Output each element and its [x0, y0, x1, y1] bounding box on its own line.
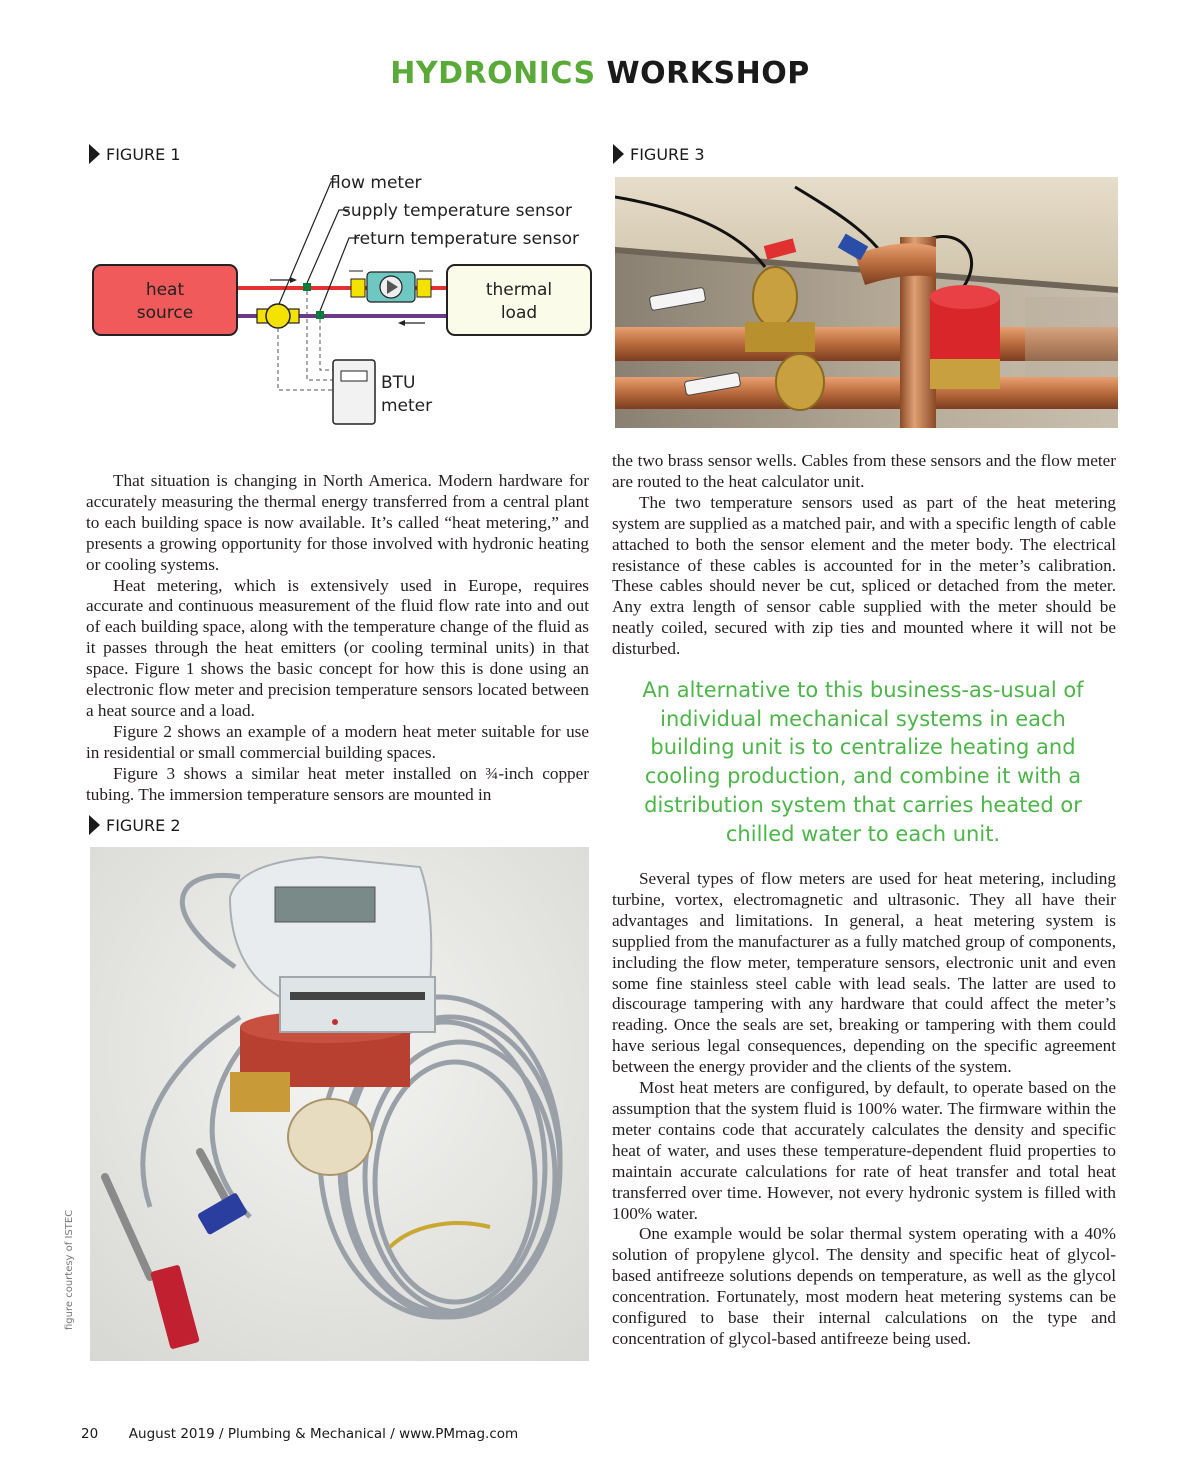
masthead-workshop: WORKSHOP — [606, 56, 810, 91]
right-paragraph: One example would be solar thermal system operating with a 40% solution of propylene glycol. The density and specific heat of glycol-based antifreeze solutions depends on temperature, as well as the glycol concentration. Fortunately, most modern heat metering systems can be configured to base their internal calculations on the type and concentration of glycol-based antifreeze being used. — [612, 1224, 1116, 1348]
triangle-marker-icon — [613, 144, 624, 164]
signal-wire-return — [320, 319, 333, 370]
figure2-label-text: FIGURE 2 — [106, 815, 181, 835]
heat-source-box — [93, 265, 237, 335]
callout-flow-meter: flow meter — [330, 173, 422, 193]
figure3-photo — [615, 177, 1118, 428]
circulator-pump-icon — [266, 304, 290, 328]
return-temperature-sensor — [316, 311, 324, 319]
page-number: 20 — [81, 1426, 99, 1442]
right-column-bottom — [612, 869, 1116, 1350]
btu-meter-line2: meter — [381, 396, 433, 416]
figure1-diagram — [85, 168, 605, 438]
figure3-label-text: FIGURE 3 — [630, 144, 705, 164]
publication-info: / Plumbing & Mechanical / www.PMmag.com — [218, 1426, 519, 1442]
callout-return-sensor: return temperature sensor — [353, 229, 579, 249]
right-paragraph: The two temperature sensors used as part of the heat metering system are supplied as a matched pair, and with a specific length of cable attached to both the sensor element and the meter body. The electrical resistance of these cables is accounted for in the meter’s calibration. These cables should never be cut, spliced or detached from the meter. Any extra length of sensor cable supplied with the meter should be neatly coiled, secured with zip ties and mounted where it will not be disturbed. — [612, 492, 1116, 659]
figure2-credit: figure courtesy of ISTEC — [64, 1209, 75, 1330]
right-paragraph: Several types of flow meters are used for heat metering, including turbine, vortex, electromagnetic and ultrasonic. They all have their advantages and limitations. In general, a heat metering system is supplied from the manufacturer as a fully matched group of components, including the flow meter, temperature sensors, electronic unit and even some fine stainless steel cable with lead seals. The latter are used to discourage tampering with any hardware that could affect the meter’s reading. Once the seals are set, breaking or tampering with them could have serious legal consequences, depending on the specific agreement between the energy provider and the clients of the system. — [612, 869, 1116, 1077]
left-paragraph: Figure 2 shows an example of a modern heat meter suitable for use in residential or small commercial building spaces. — [86, 721, 589, 762]
btu-meter-box — [333, 360, 375, 424]
heat-source-line1: heat — [145, 280, 185, 300]
right-column-top — [612, 451, 1116, 660]
heat-source-line2: source — [136, 303, 194, 323]
figure2-label — [89, 815, 181, 835]
btu-meter-display — [341, 371, 367, 381]
right-paragraph: the two brass sensor wells. Cables from these sensors and the flow meter are routed to the heat calculator unit. — [612, 451, 1116, 491]
supply-temperature-sensor — [303, 283, 311, 291]
pull-quote: An alternative to this business-as-usual of individual mechanical systems in each building unit is to centralize heating and cooling production, and combine it with a distribution system that carries heated or chilled water to each unit. — [642, 678, 1084, 846]
masthead — [0, 56, 1200, 91]
thermal-load-line1: thermal — [485, 280, 553, 300]
left-paragraph: That situation is changing in North America. Modern hardware for accurately measuring the thermal energy transferred from a central plant to each building space is now available. It’s called “heat metering,” and presents a growing opportunity for those involved with hydronic heating or cooling systems. — [86, 471, 589, 574]
thermal-load-box — [447, 265, 591, 335]
figure1-label-text: FIGURE 1 — [106, 144, 181, 164]
thermal-load-line2: load — [500, 303, 538, 323]
right-paragraph: Most heat meters are configured, by default, to operate based on the assumption that the system fluid is 100% water. The firmware within the meter contains code that accurately calculates the density and specific heat of water, and uses these temperature-dependent fluid properties to maintain accurate calculations for rate of heat transfer and total heat transferred over time. However, not every hydronic system is filled with 100% water. — [612, 1078, 1116, 1223]
figure1-label — [89, 144, 181, 164]
triangle-marker-icon — [89, 144, 100, 164]
issue-date: August 2019 — [128, 1426, 215, 1442]
btu-meter-line1: BTU — [381, 373, 416, 393]
masthead-hydronics: HYDRONICS — [390, 56, 596, 91]
meter-lcd-display — [275, 887, 375, 922]
left-paragraph: Heat metering, which is extensively used in Europe, requires accurate and continuous measurement of the fluid flow rate into and out of each building space, along with the temperature change of the fluid as it passes through the heat emitters (or cooling terminal units) in that space. Figure 1 shows the basic concept for how this is done using an electronic flow meter and precision temperature sensors located between a heat source and a load. — [86, 575, 589, 720]
valve-left — [351, 279, 365, 297]
callout-supply-sensor: supply temperature sensor — [342, 201, 572, 221]
figure3-label — [613, 144, 705, 164]
left-column — [86, 471, 589, 806]
triangle-marker-icon — [89, 815, 100, 835]
footer — [81, 1426, 518, 1442]
signal-wire-flow — [278, 328, 333, 390]
figure2-photo — [90, 847, 589, 1361]
left-paragraph: Figure 3 shows a similar heat meter installed on ¾-inch copper tubing. The immersion temperature sensors are mounted in — [86, 763, 589, 804]
valve-right — [417, 279, 431, 297]
